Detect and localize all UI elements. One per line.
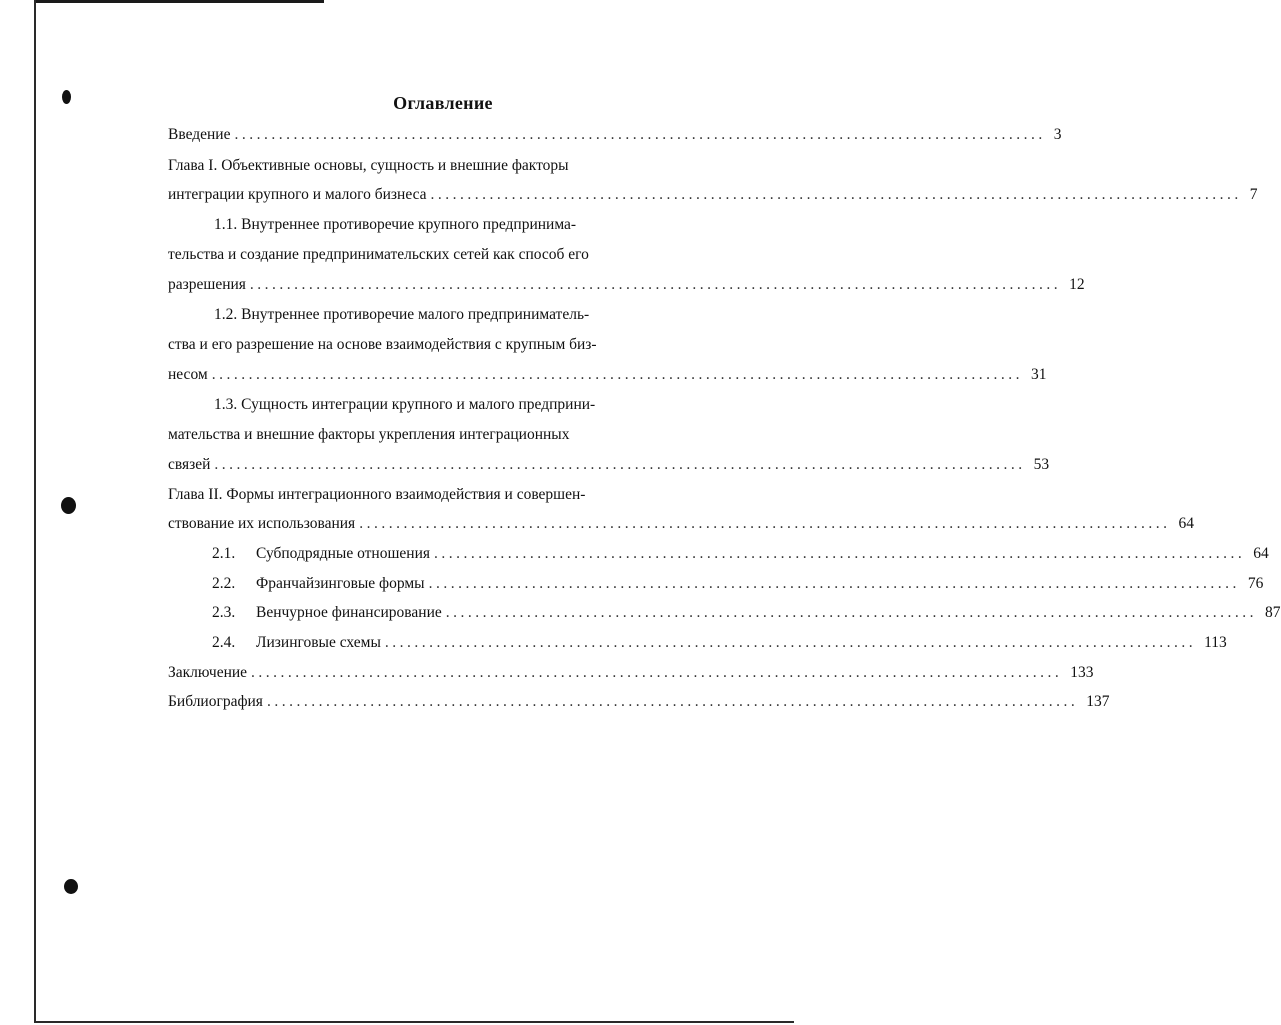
toc-entry-introduction[interactable] [168,124,1062,146]
toc-line: 1.2. Внутреннее противоречие малого предприниматель- [214,306,590,323]
leader-dots: .............................................................................................................. [359,515,1171,532]
toc-page-number: 64 [1178,515,1194,532]
leader-dots: .............................................................................................................. [234,126,1046,143]
toc-line: ства и его разрешение на основе взаимодействия с крупным биз- [168,336,597,353]
toc-entry-text: Венчурное финансирование [256,604,442,621]
toc-page-number: 12 [1069,276,1085,293]
toc-page-number: 133 [1070,664,1094,681]
toc-line: мательства и внешние факторы укрепления интеграционных [168,426,570,443]
leader-dots: .............................................................................................................. [266,693,1079,710]
toc-entry-section-1-3[interactable] [168,454,1050,476]
toc-entry-section-2-4[interactable] [212,632,1227,654]
toc-entry-text: Франчайзинговые формы [256,575,425,592]
toc-entry-section-1-2[interactable] [168,364,1047,386]
scan-edge-top [36,0,324,3]
toc-entry-section-2-2[interactable] [212,573,1264,595]
leader-dots: .............................................................................................................. [384,634,1197,651]
toc-entry-bibliography[interactable] [168,691,1110,713]
page-title: Оглавление [393,93,493,113]
toc-entry-section-2-3[interactable] [212,602,1281,624]
leader-dots: .............................................................................................................. [251,664,1063,681]
toc-entry-text: ствование их использования [168,515,356,532]
toc-entry-section-2-1[interactable] [212,543,1269,565]
toc-entry-text: связей [168,456,211,473]
toc-page-number: 7 [1249,186,1258,203]
toc-entry-conclusion[interactable] [168,662,1094,684]
toc-entry-chapter-2[interactable] [168,513,1194,535]
scan-edge-bottom [34,1021,794,1023]
toc-entry-section-1-1[interactable] [168,274,1085,296]
toc-entry-text: Введение [168,126,231,143]
toc-entry-text: несом [168,366,208,383]
toc-line: 1.1. Внутреннее противоречие крупного предпринима- [214,216,577,233]
toc-entry-text: Лизинговые схемы [256,634,381,651]
leader-dots: .............................................................................................................. [211,366,1023,383]
punch-hole-middle [61,497,76,514]
toc-entry-text: Заключение [168,664,248,681]
toc-page-number: 53 [1033,456,1050,473]
toc-page-number: 113 [1204,634,1227,651]
toc-line: Глава II. Формы интеграционного взаимодействия и совершен- [168,486,586,503]
punch-hole-bottom [64,879,78,894]
toc-page-number: 137 [1086,693,1110,710]
toc-entry-chapter-1[interactable] [168,184,1258,206]
toc-page-number: 31 [1030,366,1047,383]
leader-dots: .............................................................................................................. [428,575,1240,592]
toc-section-number: 2.1. [212,545,236,562]
toc-line: 1.3. Сущность интеграции крупного и малого предприни- [214,396,596,413]
leader-dots: .............................................................................................................. [430,186,1242,203]
toc-entry-text: интеграции крупного и малого бизнеса [168,186,427,203]
toc-page-number: 64 [1253,545,1269,562]
toc-page-number: 76 [1247,575,1264,592]
toc-entry-text: Библиография [168,693,263,710]
toc-section-number: 2.4. [212,634,236,651]
toc-page-number: 87 [1265,604,1281,621]
toc-line: тельства и создание предпринимательских сетей как способ его [168,246,589,263]
leader-dots: .............................................................................................................. [434,545,1246,562]
toc-line: Глава I. Объективные основы, сущность и внешние факторы [168,157,569,174]
leader-dots: .............................................................................................................. [214,456,1026,473]
leader-dots: .............................................................................................................. [445,604,1257,621]
toc-section-number: 2.3. [212,604,236,621]
toc-page-number: 3 [1053,126,1062,143]
toc-entry-text: Субподрядные отношения [256,545,430,562]
toc-section-number: 2.2. [212,575,236,592]
scan-edge-left [34,0,36,1022]
leader-dots: .............................................................................................................. [249,276,1062,293]
toc-entry-text: разрешения [168,276,246,293]
